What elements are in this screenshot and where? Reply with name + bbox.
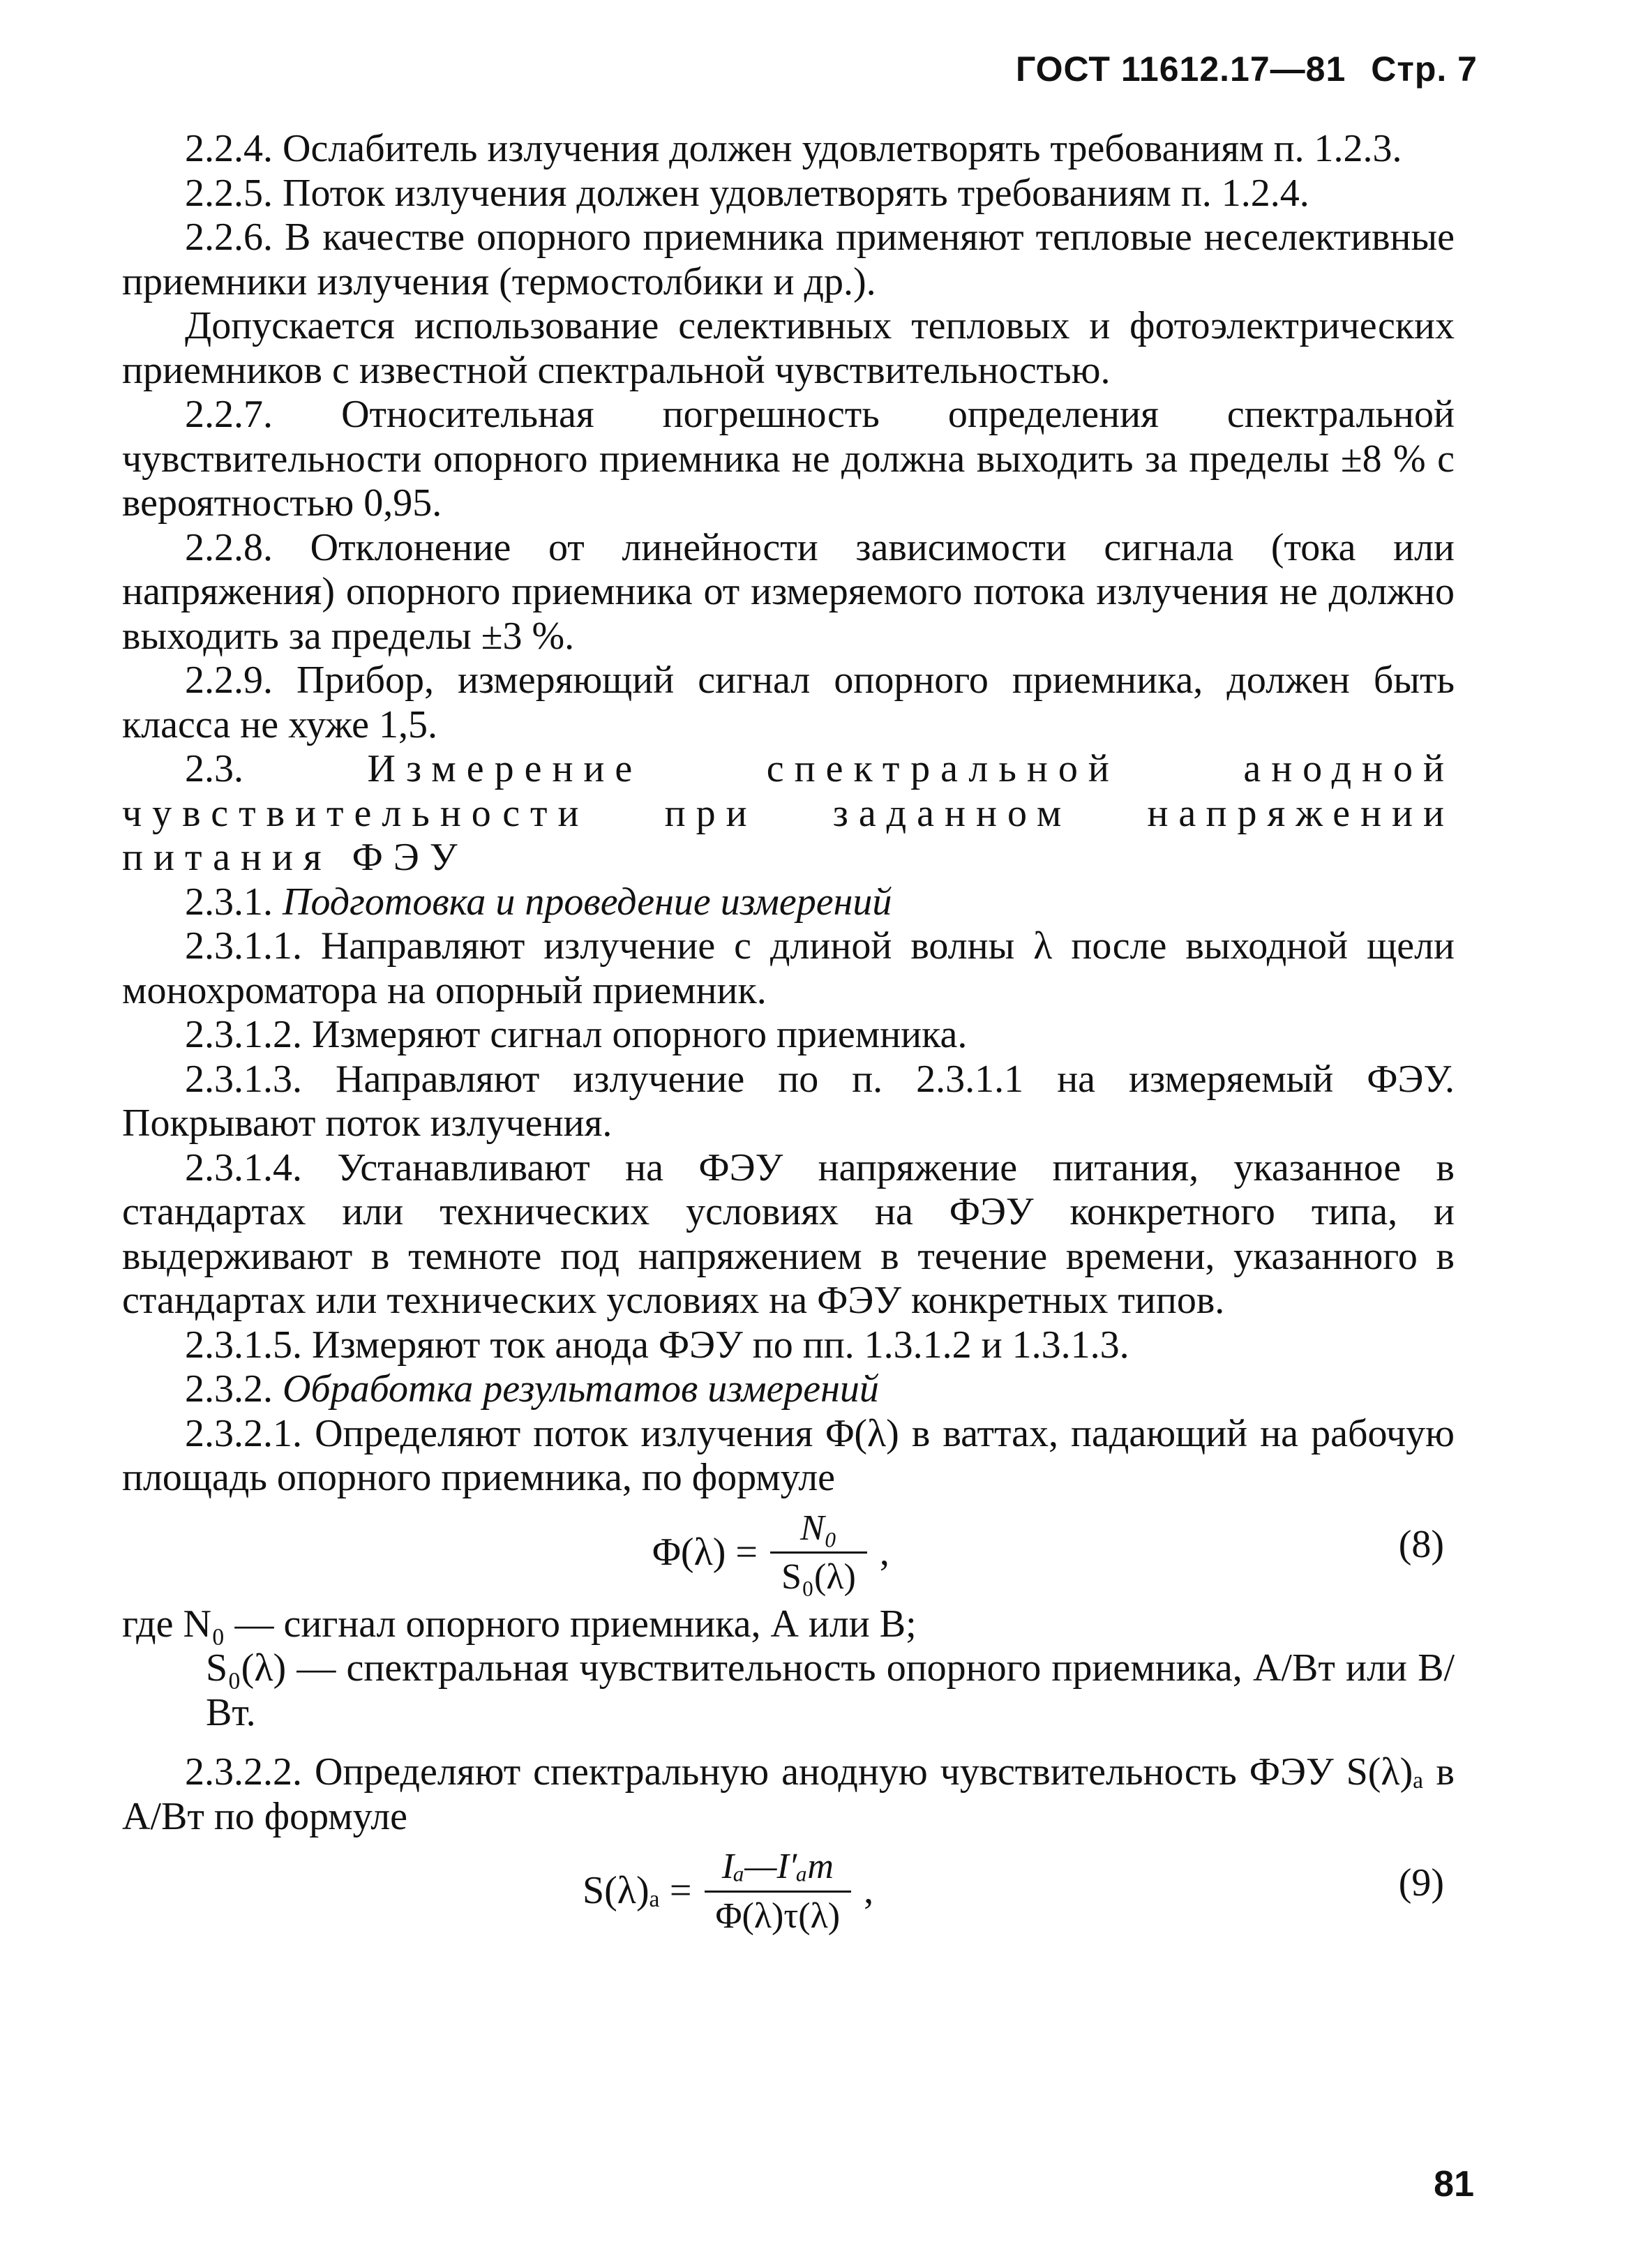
paragraph-2-3-1-2: 2.3.1.2. Измеряют сигнал опорного приемника. (185, 1013, 968, 1056)
section-2-3-heading (122, 747, 1455, 880)
subsection-2-3-1-heading (122, 880, 1455, 925)
subsection-2-3-2-heading (122, 1367, 1455, 1412)
page-header (1016, 49, 1478, 89)
formula-8-fraction (770, 1506, 867, 1600)
where-n0: где N₀ — сигнал опорного приемника, А или В; (122, 1602, 917, 1646)
formula-9 (583, 1844, 873, 1938)
paragraph-2-2-6: 2.2.6. В качестве опорного приемника применяют тепловые неселективные приемники излучения (термостолбики и др.). (122, 216, 1455, 303)
standard-number: ГОСТ 11612.17—81 (1015, 50, 1346, 89)
formula-9-denominator: Φ(λ)τ(λ) (705, 1891, 852, 1939)
formula-9-row (122, 1844, 1455, 1935)
paragraph-2-2-7: 2.2.7. Относительная погрешность определения спектральной чувствительности опорного приемника не должна выходить за пределы ±8 % с вероятностью 0,95. (122, 393, 1455, 525)
formula-8-number: (8) (1398, 1522, 1444, 1566)
formula-8-numerator: N₀ (800, 1508, 837, 1548)
paragraph-2-2-5: 2.2.5. Поток излучения должен удовлетворять требованиям п. 1.2.4. (185, 171, 1309, 215)
subsection-2-3-2-title: Обработка результатов измерений (283, 1367, 879, 1411)
subsection-2-3-1-title: Подготовка и проведение измерений (283, 880, 892, 924)
formula-9-fraction (705, 1844, 852, 1938)
where-s0: S₀(λ) — спектральная чувствительность опорного приемника, А/Вт или В/Вт. (206, 1646, 1455, 1734)
section-2-3-title: Измерение спектральной анодной чувствительности при заданном напряжении питания ФЭУ (122, 747, 1455, 879)
section-2-3-number: 2.3. (185, 747, 243, 790)
paragraph-2-2-9: 2.2.9. Прибор, измеряющий сигнал опорного приемника, должен быть класса не хуже 1,5. (122, 659, 1455, 746)
body-text (122, 127, 1455, 1941)
formula-9-number: (9) (1398, 1861, 1444, 1904)
formula-8-row (122, 1506, 1455, 1597)
paragraph-2-3-1-5: 2.3.1.5. Измеряют ток анода ФЭУ по пп. 1.3.1.2 и 1.3.1.3. (185, 1323, 1129, 1367)
formula-8 (652, 1506, 889, 1600)
paragraph-2-3-2-1: 2.3.2.1. Определяют поток излучения Φ(λ) в ваттах, падающий на рабочую площадь опорного приемника, по формуле (122, 1411, 1455, 1499)
paragraph-2-3-1-4: 2.3.1.4. Устанавливают на ФЭУ напряжение питания, указанное в стандартах или технических условиях на ФЭУ конкретного типа, и выдерживают в темноте под напряжением в течение времени, указанного в стандартах или технических условиях на ФЭУ конкретных типов. (122, 1145, 1455, 1322)
formula-8-lhs: Φ(λ) = (652, 1530, 758, 1574)
formula-9-numerator: Iₐ—I′ₐт (721, 1847, 834, 1886)
paragraph-2-2-8: 2.2.8. Отклонение от линейности зависимости сигнала (тока или напряжения) опорного приемника от измеряемого потока излучения не должно выходить за пределы ±3 %. (122, 525, 1455, 658)
paragraph-2-3-1-3: 2.3.1.3. Направляют излучение по п. 2.3.1.1 на измеряемый ФЭУ. Покрывают поток излучения. (122, 1057, 1455, 1145)
paragraph-2-2-6-note: Допускается использование селективных тепловых и фотоэлектрических приемников с известной спектральной чувствительностью. (122, 304, 1455, 392)
formula-8-denominator: S₀(λ) (770, 1551, 867, 1600)
page-number: 81 (1434, 2164, 1474, 2204)
paragraph-2-3-1-1: 2.3.1.1. Направляют излучение с длиной волны λ после выходной щели монохроматора на опорный приемник. (122, 924, 1455, 1012)
formula-8-tail: , (879, 1530, 889, 1574)
paragraph-2-2-4: 2.2.4. Ослабитель излучения должен удовлетворять требованиям п. 1.2.3. (185, 127, 1402, 170)
subsection-2-3-2-number: 2.3.2. (185, 1367, 273, 1411)
formula-9-tail: , (864, 1869, 874, 1913)
subsection-2-3-1-number: 2.3.1. (185, 880, 273, 924)
header-page-label: Стр. 7 (1371, 50, 1478, 89)
paragraph-2-3-2-2: 2.3.2.2. Определяют спектральную анодную чувствительность ФЭУ S(λ)ₐ в А/Вт по формуле (122, 1750, 1455, 1838)
formula-9-lhs: S(λ)ₐ = (583, 1869, 692, 1913)
